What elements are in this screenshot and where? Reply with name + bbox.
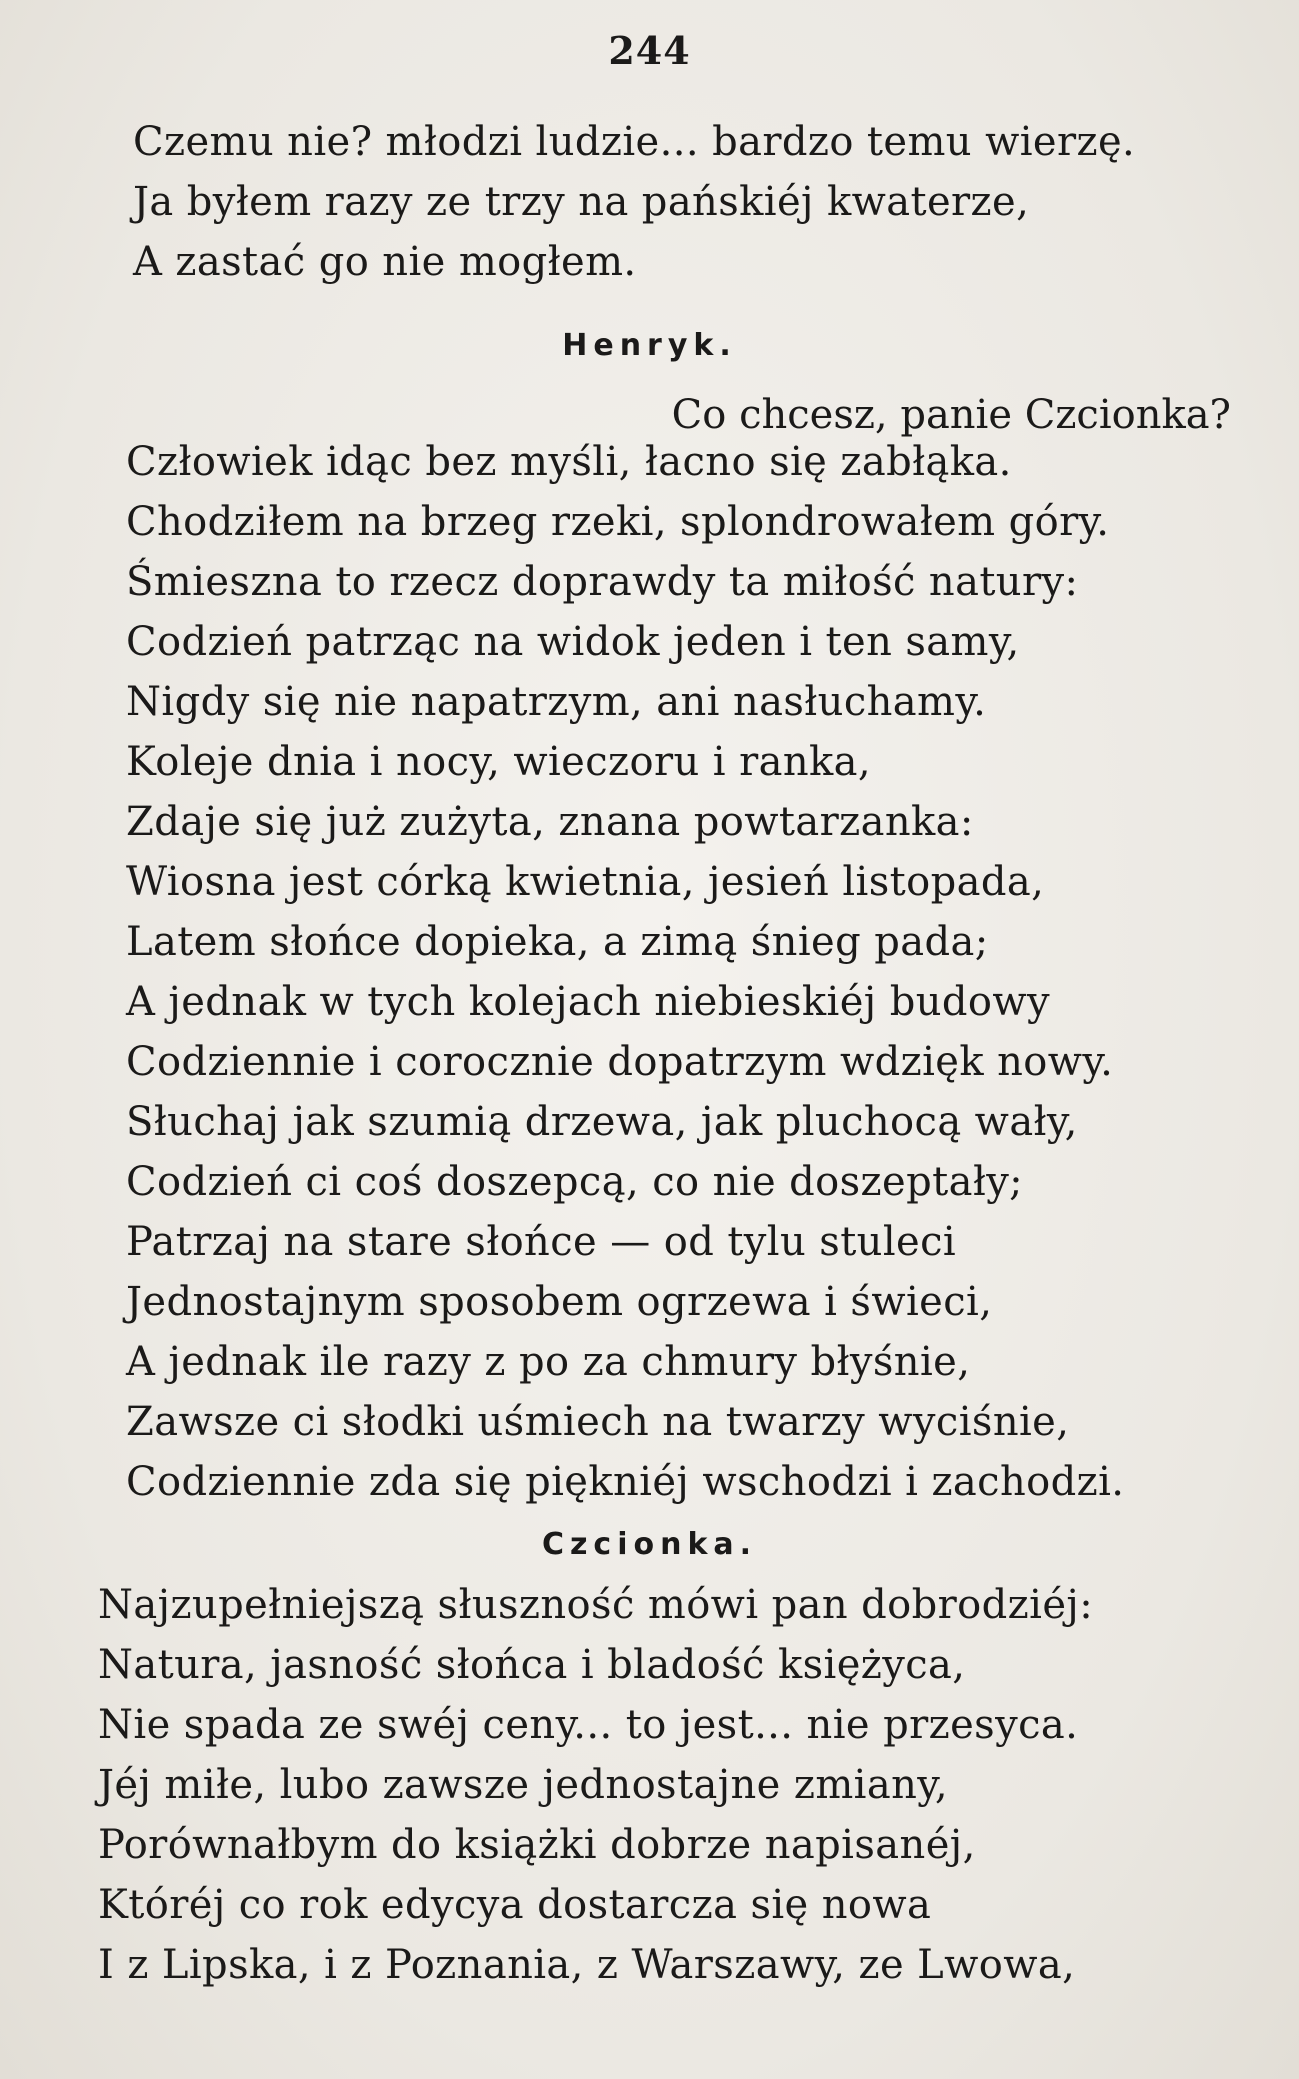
- verse-line: Koleje dnia i nocy, wieczoru i ranka,: [126, 739, 872, 785]
- verse-line: Latem słońce dopieka, a zimą śnieg pada;: [126, 919, 989, 965]
- verse-line: Porównałbym do książki dobrze napisanéj,: [98, 1822, 976, 1868]
- verse-line: Zawsze ci słodki uśmiech na twarzy wyciśnie,: [126, 1399, 1070, 1445]
- verse-line: Nie spada ze swéj ceny... to jest... nie przesyca.: [98, 1702, 1079, 1748]
- page-number: 244: [608, 28, 691, 73]
- verse-line: A zastać go nie mogłem.: [133, 239, 637, 285]
- verse-block-czcionka: [98, 1575, 1093, 1995]
- verse-line: A jednak w tych kolejach niebieskiéj budowy: [126, 979, 1050, 1025]
- verse-line: Wiosna jest córką kwietnia, jesień listopada,: [126, 859, 1045, 905]
- speaker-name-czcionka: Czcionka.: [541, 1527, 758, 1562]
- verse-block-opening: [133, 112, 1135, 292]
- verse-line: Któréj co rok edycya dostarcza się nowa: [98, 1882, 932, 1928]
- verse-line-half: Co chcesz, panie Czcionka?: [671, 392, 1231, 438]
- speaker-name-henryk: Henryk.: [562, 328, 737, 363]
- verse-block-henryk: [126, 432, 1124, 1512]
- verse-line: I z Lipska, i z Poznania, z Warszawy, ze Lwowa,: [98, 1942, 1076, 1988]
- verse-line: Codzień ci coś doszepcą, co nie doszeptały;: [126, 1159, 1024, 1205]
- verse-line: Chodziłem na brzeg rzeki, splondrowałem góry.: [126, 499, 1110, 545]
- verse-line: Patrzaj na stare słońce — od tylu stuleci: [126, 1219, 957, 1265]
- verse-line: Jednostajnym sposobem ogrzewa i świeci,: [126, 1279, 993, 1325]
- verse-line: Codziennie zda się piękniéj wschodzi i zachodzi.: [126, 1459, 1125, 1505]
- verse-line: Natura, jasność słońca i bladość księżyca,: [98, 1642, 966, 1688]
- verse-line: Ja byłem razy ze trzy na pańskiéj kwaterze,: [133, 179, 1030, 225]
- verse-line: Nigdy się nie napatrzym, ani nasłuchamy.: [126, 679, 987, 725]
- verse-line: Codzień patrząc na widok jeden i ten samy,: [126, 619, 1020, 665]
- verse-line: Najzupełniejszą słuszność mówi pan dobrodziéj:: [98, 1582, 1094, 1628]
- verse-line: Zdaje się już zużyta, znana powtarzanka:: [126, 799, 974, 845]
- verse-line: Codziennie i corocznie dopatrzym wdzięk nowy.: [126, 1039, 1114, 1085]
- verse-line: Czemu nie? młodzi ludzie... bardzo temu wierzę.: [133, 119, 1136, 165]
- verse-line: Człowiek idąc bez myśli, łacno się zabłąka.: [126, 439, 1012, 485]
- verse-line: Słuchaj jak szumią drzewa, jak pluchocą wały,: [126, 1099, 1078, 1145]
- verse-line: A jednak ile razy z po za chmury błyśnie,: [126, 1339, 971, 1385]
- verse-line: Śmieszna to rzecz doprawdy ta miłość natury:: [126, 559, 1079, 605]
- verse-line: Jéj miłe, lubo zawsze jednostajne zmiany,: [98, 1762, 949, 1808]
